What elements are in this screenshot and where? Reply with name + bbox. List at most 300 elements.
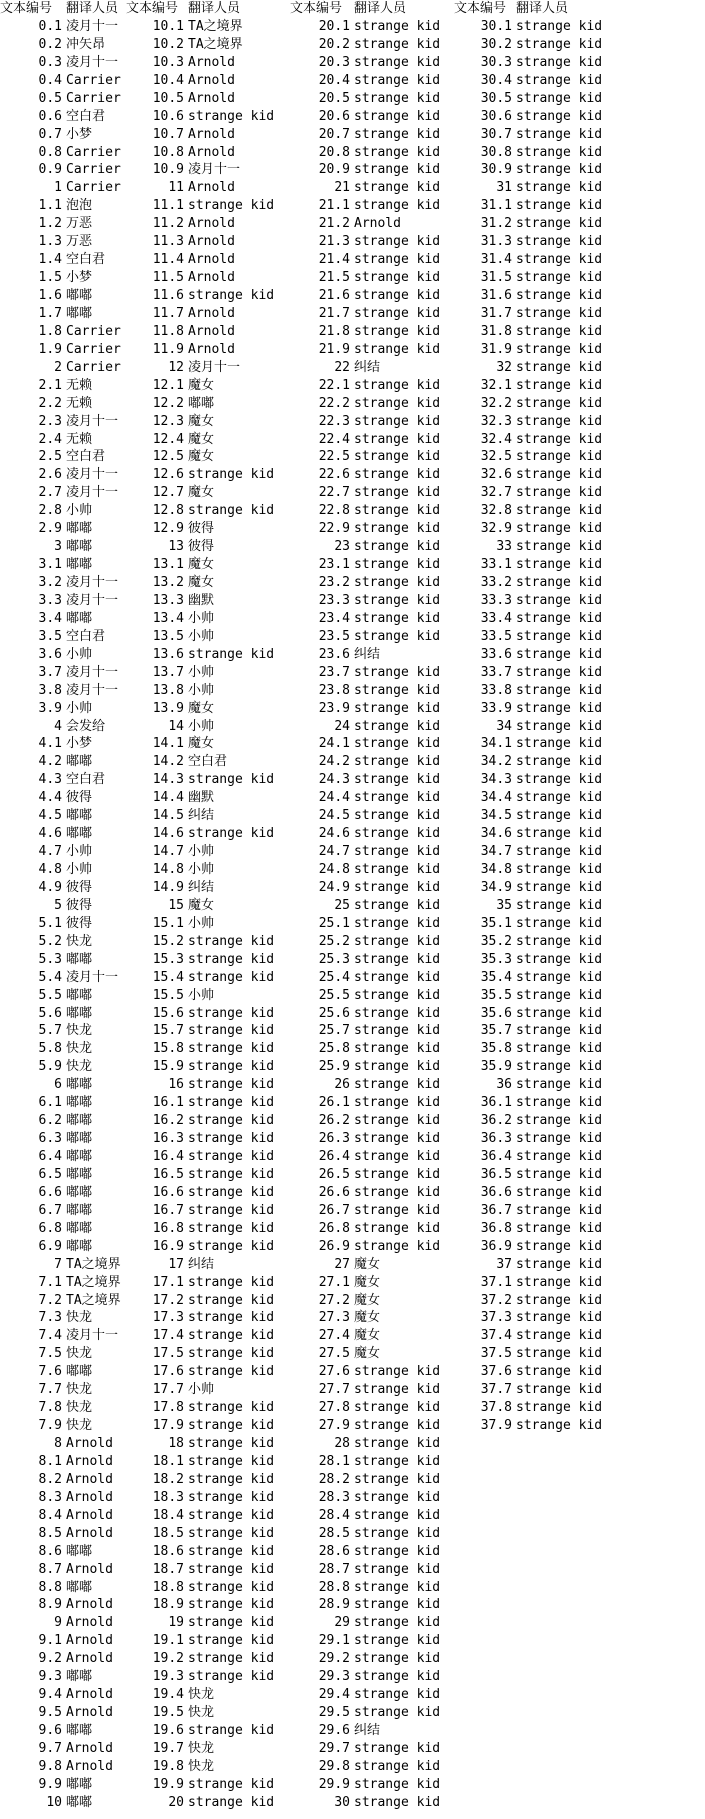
- text-number-cell: 15.3: [152, 951, 184, 967]
- translator-cell: strange kid: [188, 772, 275, 788]
- text-number-cell: 36.7: [480, 1202, 512, 1218]
- translator-cell: 嘟嘟: [66, 1005, 93, 1021]
- text-number-cell: 19.2: [152, 1651, 184, 1667]
- translator-cell: strange kid: [516, 270, 603, 286]
- text-number-cell: 7.6: [38, 1364, 62, 1380]
- translator-cell: 凌月十一: [66, 467, 119, 483]
- text-number-cell: 1.3: [38, 234, 62, 250]
- translator-cell: strange kid: [354, 1095, 441, 1111]
- text-number-cell: 35.2: [480, 933, 512, 949]
- translator-cell: 嘟嘟: [66, 1166, 93, 1182]
- text-number-cell: 13.2: [152, 575, 184, 590]
- translator-cell: 嘟嘟: [66, 539, 93, 555]
- translator-cell: strange kid: [354, 664, 441, 680]
- translator-cell: strange kid: [516, 736, 603, 752]
- text-number-cell: 27: [334, 1256, 350, 1272]
- number-column-3: [290, 0, 350, 1812]
- translator-cell: Arnold: [188, 270, 235, 286]
- translator-cell: strange kid: [354, 1453, 441, 1469]
- translator-cell: strange kid: [354, 736, 441, 752]
- translator-cell: strange kid: [516, 1041, 603, 1057]
- translator-cell: strange kid: [516, 323, 603, 339]
- text-number-cell: 0.9: [38, 162, 62, 178]
- text-number-cell: 35.1: [480, 915, 512, 931]
- translator-cell: 小帅: [188, 718, 215, 734]
- translator-cell: strange kid: [516, 449, 603, 465]
- text-number-cell: 27.7: [318, 1382, 350, 1398]
- translator-cell: strange kid: [516, 557, 603, 573]
- translator-cell: 小帅: [188, 682, 215, 698]
- translator-cell: 魔女: [188, 449, 215, 465]
- text-number-cell: 22.1: [318, 377, 350, 393]
- text-number-cell: 1: [54, 180, 62, 196]
- text-number-cell: 28.3: [318, 1489, 350, 1505]
- translator-cell: 小帅: [188, 610, 215, 626]
- translator-cell: strange kid: [354, 18, 441, 34]
- text-number-cell: 30.3: [480, 54, 512, 70]
- translator-cell: 纠结: [188, 879, 215, 895]
- text-number-cell: 5.8: [38, 1041, 62, 1057]
- translator-cell: strange kid: [188, 1615, 275, 1631]
- translator-cell: strange kid: [516, 718, 603, 734]
- translator-cell: strange kid: [188, 1507, 275, 1523]
- text-number-cell: 4.8: [38, 862, 62, 877]
- translator-cell: 魔女: [188, 557, 215, 573]
- translator-cell: 凌月十一: [66, 664, 119, 680]
- text-number-cell: 19.5: [152, 1705, 184, 1721]
- text-number-cell: 21.3: [318, 234, 350, 250]
- text-number-cell: 0.1: [38, 18, 62, 34]
- text-number-cell: 19.4: [152, 1687, 184, 1703]
- text-number-cell: 6.4: [38, 1149, 62, 1164]
- translator-cell: strange kid: [354, 162, 441, 178]
- translator-cell: strange kid: [516, 862, 603, 877]
- text-number-cell: 7: [54, 1256, 62, 1272]
- text-number-cell: 32: [496, 359, 512, 375]
- translator-cell: strange kid: [354, 341, 441, 357]
- text-number-cell: 13.4: [152, 610, 184, 626]
- translator-cell: strange kid: [188, 467, 275, 483]
- text-number-cell: 11.2: [152, 216, 184, 232]
- text-number-cell: 9.4: [38, 1687, 62, 1703]
- translator-cell: strange kid: [516, 395, 603, 411]
- translator-cell: 魔女: [188, 736, 215, 752]
- text-number-cell: 33.4: [480, 610, 512, 626]
- text-number-cell: 36.4: [480, 1149, 512, 1164]
- translator-cell: 小帅: [188, 844, 215, 860]
- text-number-cell: 21.9: [318, 341, 350, 357]
- translator-cell: strange kid: [354, 897, 441, 913]
- text-number-cell: 26.6: [318, 1184, 350, 1200]
- text-number-cell: 18.9: [152, 1597, 184, 1613]
- translator-cell: Arnold: [66, 1561, 113, 1577]
- text-number-cell: 12.2: [152, 395, 184, 411]
- text-number-cell: 11.5: [152, 270, 184, 286]
- translator-cell: strange kid: [354, 754, 441, 770]
- translator-cell: Arnold: [188, 341, 235, 357]
- text-number-cell: 14.1: [152, 736, 184, 752]
- translator-cell: 魔女: [188, 485, 215, 501]
- text-number-cell: 2.7: [38, 485, 62, 501]
- text-number-cell: 16.1: [152, 1095, 184, 1111]
- translator-cell: strange kid: [188, 1023, 275, 1039]
- text-number-cell: 20.8: [318, 144, 350, 160]
- translator-cell: strange kid: [354, 987, 441, 1003]
- translator-cell: strange kid: [516, 1184, 603, 1200]
- translator-cell: strange kid: [354, 1166, 441, 1182]
- text-number-cell: 14.7: [152, 844, 184, 860]
- translator-cell: strange kid: [516, 682, 603, 698]
- translator-cell: strange kid: [354, 270, 441, 286]
- translator-cell: strange kid: [516, 1023, 603, 1039]
- text-number-cell: 12.4: [152, 431, 184, 447]
- translator-cell: 嘟嘟: [66, 951, 93, 967]
- translator-cell: 纠结: [354, 359, 381, 375]
- text-number-cell: 16.8: [152, 1220, 184, 1236]
- text-number-cell: 6.9: [38, 1238, 62, 1254]
- translator-cell: TA之境界: [66, 1256, 121, 1272]
- text-number-cell: 9.8: [38, 1758, 62, 1774]
- translator-cell: strange kid: [516, 216, 603, 232]
- translator-cell: 小帅: [188, 1382, 215, 1398]
- translator-cell: strange kid: [354, 1364, 441, 1380]
- text-number-cell: 6.1: [38, 1095, 62, 1111]
- translator-cell: 空白君: [66, 252, 106, 268]
- translator-cell: strange kid: [354, 252, 441, 268]
- text-number-cell: 14.6: [152, 826, 184, 842]
- translator-cell: strange kid: [354, 826, 441, 842]
- translator-cell: strange kid: [354, 592, 441, 608]
- text-number-cell: 21.6: [318, 288, 350, 303]
- text-number-cell: 36.6: [480, 1184, 512, 1200]
- translator-cell: strange kid: [354, 1238, 441, 1254]
- translator-cell: strange kid: [354, 1740, 441, 1756]
- translator-cell: 快龙: [66, 933, 93, 949]
- translator-cell: strange kid: [354, 1382, 441, 1398]
- translator-cell: strange kid: [188, 1651, 275, 1667]
- text-number-cell: 26.8: [318, 1220, 350, 1236]
- translator-cell: 嘟嘟: [66, 987, 93, 1003]
- translator-cell: Carrier: [66, 72, 121, 88]
- translator-cell: strange kid: [354, 449, 441, 465]
- text-number-cell: 5.1: [38, 915, 62, 931]
- text-number-cell: 34.9: [480, 879, 512, 895]
- translator-cell: 魔女: [354, 1310, 381, 1326]
- translator-cell: strange kid: [354, 1669, 441, 1685]
- text-number-cell: 25.2: [318, 933, 350, 949]
- translator-cell: 快龙: [66, 1059, 93, 1075]
- translator-cell: 凌月十一: [188, 162, 241, 178]
- text-number-cell: 11.1: [152, 198, 184, 214]
- translator-cell: strange kid: [354, 1077, 441, 1093]
- translator-cell: Arnold: [188, 54, 235, 70]
- text-number-cell: 32.6: [480, 467, 512, 483]
- text-number-cell: 4.2: [38, 754, 62, 770]
- translator-cell: 快龙: [66, 1418, 93, 1434]
- text-number-cell: 24.7: [318, 844, 350, 860]
- translator-cell: strange kid: [354, 503, 441, 519]
- translator-cell: strange kid: [516, 969, 603, 985]
- translator-cell: Carrier: [66, 323, 121, 339]
- translator-cell: strange kid: [516, 18, 603, 34]
- translator-cell: strange kid: [354, 413, 441, 429]
- text-number-cell: 34.7: [480, 844, 512, 860]
- translator-cell: strange kid: [188, 826, 275, 842]
- text-number-cell: 7.7: [38, 1382, 62, 1398]
- text-number-cell: 24.6: [318, 826, 350, 842]
- text-number-cell: 5.3: [38, 951, 62, 967]
- translator-cell: Arnold: [66, 1687, 113, 1703]
- translator-cell: strange kid: [354, 54, 441, 70]
- text-number-cell: 29.8: [318, 1758, 350, 1774]
- text-number-cell: 23.1: [318, 557, 350, 573]
- translator-cell: 嘟嘟: [66, 305, 93, 321]
- text-number-cell: 25.9: [318, 1059, 350, 1075]
- text-number-cell: 21.5: [318, 270, 350, 286]
- translator-cell: 空白君: [66, 772, 106, 788]
- translator-cell: strange kid: [354, 790, 441, 806]
- text-number-cell: 8.2: [38, 1471, 62, 1487]
- translator-cell: 嘟嘟: [66, 1202, 93, 1218]
- translator-cell: strange kid: [354, 467, 441, 483]
- text-number-cell: 3.5: [38, 628, 62, 644]
- translator-cell: 纠结: [188, 808, 215, 824]
- text-number-cell: 30.6: [480, 108, 512, 124]
- translator-cell: strange kid: [188, 1776, 275, 1792]
- text-number-cell: 26: [334, 1077, 350, 1093]
- translator-cell: 魔女: [188, 897, 215, 913]
- translator-cell: strange kid: [516, 234, 603, 250]
- translator-cell: strange kid: [188, 933, 275, 949]
- text-number-cell: 23.3: [318, 592, 350, 608]
- translator-cell: strange kid: [516, 646, 603, 662]
- text-number-cell: 34.2: [480, 754, 512, 770]
- text-number-cell: 36.9: [480, 1238, 512, 1254]
- text-number-cell: 22.7: [318, 485, 350, 501]
- translator-cell: Arnold: [66, 1651, 113, 1667]
- translator-cell: strange kid: [354, 1633, 441, 1649]
- text-number-cell: 22.2: [318, 395, 350, 411]
- translator-cell: strange kid: [354, 323, 441, 339]
- text-number-cell: 20: [168, 1794, 184, 1810]
- text-number-cell: 32.8: [480, 503, 512, 519]
- translator-cell: strange kid: [188, 1113, 275, 1129]
- text-number-cell: 8.1: [38, 1453, 62, 1469]
- translator-cell: strange kid: [354, 180, 441, 196]
- text-number-cell: 26.4: [318, 1149, 350, 1164]
- translator-cell: strange kid: [516, 1418, 603, 1434]
- header-translator: 翻译人员: [516, 1, 569, 16]
- translator-cell: 魔女: [188, 700, 215, 716]
- text-number-cell: 12.1: [152, 377, 184, 393]
- text-number-cell: 32.5: [480, 449, 512, 465]
- text-number-cell: 18.2: [152, 1471, 184, 1487]
- text-number-cell: 36.3: [480, 1131, 512, 1147]
- translator-cell: strange kid: [354, 933, 441, 949]
- text-number-cell: 5.7: [38, 1023, 62, 1039]
- translator-cell: strange kid: [516, 503, 603, 519]
- translator-cell: strange kid: [354, 1525, 441, 1541]
- translator-cell: Arnold: [66, 1705, 113, 1721]
- translator-cell: Arnold: [66, 1489, 113, 1505]
- header-translator: 翻译人员: [188, 1, 241, 16]
- translator-cell: strange kid: [354, 951, 441, 967]
- translator-cell: strange kid: [516, 305, 603, 321]
- translator-cell: strange kid: [188, 1489, 275, 1505]
- translator-cell: 空白君: [66, 628, 106, 644]
- text-number-cell: 4: [54, 718, 62, 734]
- translator-cell: 魔女: [354, 1292, 381, 1308]
- translator-cell: strange kid: [354, 969, 441, 985]
- translator-cell: strange kid: [516, 790, 603, 806]
- text-number-cell: 3.3: [38, 592, 62, 608]
- text-number-cell: 3.1: [38, 557, 62, 573]
- translator-cell: Carrier: [66, 341, 121, 357]
- text-number-cell: 34.6: [480, 826, 512, 842]
- translator-cell: 嘟嘟: [66, 1669, 93, 1685]
- translator-cell: strange kid: [188, 1579, 275, 1595]
- text-number-cell: 8.6: [38, 1543, 62, 1559]
- text-number-cell: 35.3: [480, 951, 512, 967]
- text-number-cell: 27.2: [318, 1292, 350, 1308]
- text-number-cell: 24.4: [318, 790, 350, 806]
- translator-cell: 嘟嘟: [66, 1238, 93, 1254]
- translator-column-2: [186, 0, 290, 1812]
- text-number-cell: 23.5: [318, 628, 350, 644]
- text-number-cell: 6.7: [38, 1202, 62, 1218]
- text-number-cell: 29.5: [318, 1705, 350, 1721]
- translator-cell: Carrier: [66, 162, 121, 178]
- translator-cell: Arnold: [66, 1507, 113, 1523]
- text-number-cell: 15.5: [152, 987, 184, 1003]
- text-number-cell: 10.6: [152, 108, 184, 124]
- text-number-cell: 9.2: [38, 1651, 62, 1667]
- text-number-cell: 3.6: [38, 646, 62, 662]
- text-number-cell: 8: [54, 1436, 62, 1451]
- translator-cell: strange kid: [354, 1579, 441, 1595]
- translator-cell: strange kid: [516, 162, 603, 178]
- translator-cell: strange kid: [354, 915, 441, 931]
- translator-cell: strange kid: [188, 1041, 275, 1057]
- translator-cell: 魔女: [354, 1328, 381, 1344]
- translator-cell: strange kid: [188, 1131, 275, 1147]
- translator-cell: 快龙: [66, 1382, 93, 1398]
- translator-cell: strange kid: [516, 575, 603, 590]
- text-number-cell: 0.7: [38, 126, 62, 142]
- text-number-cell: 21.4: [318, 252, 350, 268]
- translator-cell: 快龙: [66, 1400, 93, 1416]
- text-number-cell: 6.2: [38, 1113, 62, 1129]
- text-number-cell: 4.6: [38, 826, 62, 842]
- header-text-number: 文本编号: [290, 1, 343, 16]
- text-number-cell: 33.2: [480, 575, 512, 590]
- translator-cell: strange kid: [188, 1238, 275, 1254]
- text-number-cell: 31: [496, 180, 512, 196]
- text-number-cell: 26.2: [318, 1113, 350, 1129]
- translator-cell: 快龙: [66, 1310, 93, 1326]
- translator-cell: strange kid: [188, 1346, 275, 1362]
- text-number-cell: 22.9: [318, 521, 350, 537]
- text-number-cell: 10.7: [152, 126, 184, 142]
- translator-cell: strange kid: [516, 1220, 603, 1236]
- translator-cell: strange kid: [516, 1310, 603, 1326]
- translator-cell: strange kid: [354, 1776, 441, 1792]
- text-number-cell: 20.4: [318, 72, 350, 88]
- header-text-number: 文本编号: [126, 1, 179, 16]
- text-number-cell: 31.8: [480, 323, 512, 339]
- translator-cell: strange kid: [516, 1346, 603, 1362]
- translator-cell: 小帅: [66, 700, 93, 716]
- translator-cell: strange kid: [516, 1364, 603, 1380]
- translator-cell: Carrier: [66, 180, 121, 196]
- translator-cell: 凌月十一: [66, 18, 119, 34]
- translator-cell: strange kid: [354, 485, 441, 501]
- text-number-cell: 31.6: [480, 288, 512, 303]
- text-number-cell: 28.6: [318, 1543, 350, 1559]
- translator-cell: 快龙: [188, 1740, 215, 1756]
- text-number-cell: 31.1: [480, 198, 512, 214]
- translator-cell: strange kid: [516, 1400, 603, 1416]
- text-number-cell: 26.9: [318, 1238, 350, 1254]
- text-number-cell: 32.1: [480, 377, 512, 393]
- translator-cell: strange kid: [354, 1471, 441, 1487]
- translator-cell: 凌月十一: [66, 592, 119, 608]
- text-number-cell: 35.7: [480, 1023, 512, 1039]
- text-number-cell: 13: [168, 539, 184, 555]
- text-number-cell: 7.8: [38, 1400, 62, 1416]
- text-number-cell: 20.9: [318, 162, 350, 178]
- text-number-cell: 30.4: [480, 72, 512, 88]
- text-number-cell: 11.9: [152, 341, 184, 357]
- translator-cell: 魔女: [354, 1346, 381, 1362]
- text-number-cell: 37.4: [480, 1328, 512, 1344]
- translator-cell: strange kid: [188, 1220, 275, 1236]
- text-number-cell: 14.4: [152, 790, 184, 806]
- translator-cell: strange kid: [516, 826, 603, 842]
- translator-cell: 凌月十一: [66, 575, 119, 590]
- translator-cell: strange kid: [354, 288, 441, 303]
- text-number-cell: 8.4: [38, 1507, 62, 1523]
- text-number-cell: 22: [334, 359, 350, 375]
- text-number-cell: 26.5: [318, 1166, 350, 1182]
- text-number-cell: 16.7: [152, 1202, 184, 1218]
- text-number-cell: 31.3: [480, 234, 512, 250]
- text-number-cell: 4.4: [38, 790, 62, 806]
- translator-cell: Arnold: [66, 1453, 113, 1469]
- text-number-cell: 20.1: [318, 18, 350, 34]
- text-number-cell: 29.1: [318, 1633, 350, 1649]
- text-number-cell: 29.9: [318, 1776, 350, 1792]
- text-number-cell: 7.4: [38, 1328, 62, 1344]
- text-number-cell: 7.3: [38, 1310, 62, 1326]
- translator-cell: strange kid: [516, 951, 603, 967]
- text-number-cell: 24: [334, 718, 350, 734]
- text-number-cell: 16.6: [152, 1184, 184, 1200]
- translator-cell: strange kid: [354, 808, 441, 824]
- translator-cell: strange kid: [188, 1633, 275, 1649]
- translator-cell: strange kid: [354, 90, 441, 106]
- text-number-cell: 6: [54, 1077, 62, 1093]
- translator-cell: strange kid: [188, 1669, 275, 1685]
- text-number-cell: 37: [496, 1256, 512, 1272]
- text-number-cell: 37.5: [480, 1346, 512, 1362]
- text-number-cell: 36: [496, 1077, 512, 1093]
- translator-cell: strange kid: [354, 1202, 441, 1218]
- text-number-cell: 11.4: [152, 252, 184, 268]
- translator-cell: strange kid: [354, 772, 441, 788]
- translator-cell: strange kid: [516, 628, 603, 644]
- translator-cell: strange kid: [354, 72, 441, 88]
